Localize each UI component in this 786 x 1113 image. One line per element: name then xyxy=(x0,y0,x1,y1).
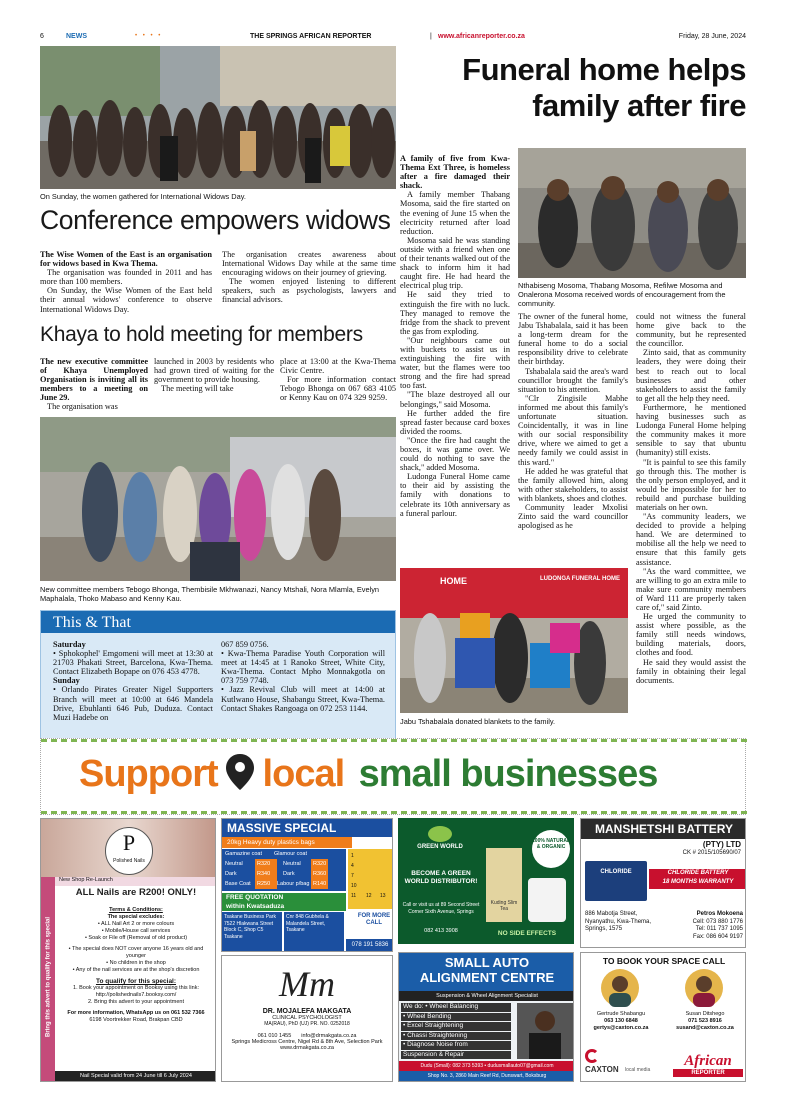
battery-title: MANSHETSHI BATTERY xyxy=(581,819,746,839)
greenworld-badge: 100% NATURAL & ORGANIC xyxy=(532,830,570,868)
khaya-headline: Khaya to hold meeting for members xyxy=(40,323,363,346)
khaya-col-1: The new executive committee of Khaya Unemployed Organisation is inviting all its members to a meeting on June 29. The organisation was xyxy=(40,357,148,412)
alignment-address: Shop No. 3, 2860 Main Reef Rd, Dunswart, Boksburg xyxy=(399,1071,574,1082)
nails-valid: Nail Special valid from 24 June till 6 July 2024 xyxy=(55,1071,216,1081)
local-word: local xyxy=(262,753,345,795)
greenworld-jar xyxy=(528,878,566,922)
massive-price-table: Gamazine coat Glamour coat Neutral R320 Neutral R320 Dark R340 Dark R360 Base Coat R250 Labour p/bag R140 xyxy=(222,849,346,891)
funeral-headline-line-2: family after fire xyxy=(532,88,746,123)
widows-photo xyxy=(40,46,396,189)
page-number: 6 xyxy=(40,33,44,40)
alignment-sub: Suspension & Wheel Alignment Specialist xyxy=(399,991,574,1001)
battery-pty: (PTY) LTD xyxy=(702,840,741,849)
alignment-list: We do: • Wheel Balancing • Wheel Bending • Excel Straightening • Chassi Straightening • Diagnose Noise from Suspension & Repair xyxy=(401,1003,511,1059)
widows-headline: Conference empowers widows xyxy=(40,205,391,235)
nails-logo-p: P xyxy=(122,830,136,855)
alignment-contact[interactable]: Dudu (Small): 082 373 5393 • dudusmallauto07@gmail.com xyxy=(399,1061,574,1071)
paper-name: THE SPRINGS AFRICAN REPORTER xyxy=(250,33,372,40)
this-that-title: This & That xyxy=(53,614,131,631)
alignment-title-1: SMALL AUTO xyxy=(444,955,530,970)
this-that-box xyxy=(40,610,396,750)
caxton-logo: CAXTON local media xyxy=(585,1049,655,1079)
booking-p1-email[interactable]: gertys@caxton.co.za xyxy=(593,1025,649,1031)
blankets-caption: Jabu Tshabalala donated blankets to the family. xyxy=(400,717,556,726)
nails-terms-title: Terms & Conditions: xyxy=(109,907,163,913)
support-local-banner xyxy=(40,738,746,815)
widows-caption: On Sunday, the women gathered for International Widows Day. xyxy=(40,192,246,201)
widows-col-2: The organisation creates awareness about International Widows Day while at the same time encouraging widows on their journey of grieving. The women enjoyed listening to different speakers, such as psychologists, lawyers and financial advisors. xyxy=(222,250,396,305)
massive-phone[interactable]: 078 191 5836 xyxy=(346,939,393,951)
caxton-c-icon xyxy=(585,1049,599,1063)
battery-image: CHLORIDE xyxy=(585,861,647,901)
makgata-logo: Mm xyxy=(279,964,335,1004)
makgata-web[interactable]: www.drmakgata.co.za xyxy=(280,1045,334,1051)
makgata-phone[interactable]: 061 010 1455 xyxy=(257,1033,292,1039)
banner-ludonga-text: LUDONGA FUNERAL HOME xyxy=(540,576,620,582)
battery-ad[interactable]: MANSHETSHI BATTERY (PTY) LTD CK # 2015/105690/07 CHLORIDE CHLORIDE BATTERY 18 MONTHS WARRANTY 886 Mabotja Street, Nyanyathu, Kwa-Thema, Springs, 1575 Petros Mokoena Cell: 073 880 1776 Tel: 011 737 1095 Fax: 086 604 9197 xyxy=(580,818,746,948)
nails-info: For more information, WhatsApp us on 061 532 7366 xyxy=(67,1010,205,1016)
blankets-photo xyxy=(400,568,628,713)
nails-side-text: Bring this advert to qualify for this special xyxy=(45,916,52,1038)
makgata-name: DR. MOJALEFA MAKGATA xyxy=(262,1008,352,1015)
family-photo xyxy=(518,148,746,278)
massive-sub: 20kg Heavy duty plastics bags xyxy=(222,837,352,848)
funeral-headline xyxy=(400,52,746,124)
family-photo-caption: Nthabiseng Mosoma, Thabang Mosoma, Refilwe Mosoma and Onalerona Mosoma received words of encouragement from the community. xyxy=(518,281,726,308)
massive-nums: 1 4 7 10 11 12 13 xyxy=(348,849,392,909)
website-link[interactable]: www.africanreporter.co.za xyxy=(438,33,525,40)
booking-title: TO BOOK YOUR SPACE CALL xyxy=(602,956,726,966)
massive-title: MASSIVE SPECIAL xyxy=(222,819,393,837)
blankets-photo-image xyxy=(400,568,628,713)
khaya-photo-image xyxy=(40,417,396,581)
booking-p1-name: Gertrude Shabangu xyxy=(596,1011,646,1017)
greenworld-bottom: NO SIDE EFFECTS xyxy=(497,930,557,937)
massive-special-ad[interactable] xyxy=(221,818,393,952)
greenworld-brand: GREEN WORLD xyxy=(417,844,463,850)
khaya-photo xyxy=(40,417,396,581)
greenworld-product: Kuding Slim Tea xyxy=(486,848,522,922)
family-photo-image xyxy=(518,148,746,278)
nails-excludes-title: The special excludes: xyxy=(107,914,165,920)
booking-p1-phone[interactable]: 063 130 6848 xyxy=(604,1018,638,1024)
african-reporter-logo: African REPORTER xyxy=(673,1053,743,1079)
funeral-headline-line-1: Funeral home helps xyxy=(462,52,746,87)
battery-contact: Petros Mokoena xyxy=(696,911,743,917)
section-label: NEWS xyxy=(66,33,87,40)
alignment-mechanic-photo xyxy=(517,1003,573,1059)
nails-brand: Polished Nails xyxy=(113,858,145,864)
funeral-col-1: A family of five from Kwa-Thema Ext Three, is homeless after a fire damaged their shack. A family member Thabang Mosoma, said the fire started on the evening of June 15 when the electricity returned after load reduction. Mosoma said he was standing outside with a friend when one of their tenants walked out of the shack to inform him it had caught fire. He had heard the electrical plug trip. He said they tried to extinguish the fire with no luck. They managed to remove the fridge from the shack to prevent the gas from exploding. "Our neighbours came out with buckets to assist us in extinguishing the fire with water, but the flames were too strong and the fire had spread too fast. "The blaze destroyed all our belongings," said Mosoma. He further added the fire spread faster because card boxes divided the rooms. "Once the fire had caught the boxes, it was game over. We could do nothing to save the shack," added Mosoma. Ludonga Funeral Home came to their aid by assisting the family with donations to celebrate its 10th anniversary as a funeral parlour. xyxy=(400,154,510,518)
nails-logo xyxy=(105,827,153,875)
nails-price: ALL Nails are R200! ONLY! xyxy=(75,887,197,898)
page-header: 6 NEWS • • • • THE SPRINGS AFRICAN REPORTER | www.africanreporter.co.za Friday, 28 June, 2024 xyxy=(40,33,746,40)
greenworld-visit: Call or visit us at 89 Second Street Corner Sixth Avenue, Springs xyxy=(402,902,480,915)
greenworld-promo: BECOME A GREEN WORLD DISTRIBUTOR! xyxy=(404,870,478,885)
booking-avatar-1 xyxy=(601,969,639,1007)
greenworld-ad[interactable] xyxy=(398,818,574,944)
widows-col-1: The Wise Women of the East is an organisation for widows based in Kwa Thema. The organisation was founded in 2011 and has more than 100 members. On Sunday, the Wise Women of the East held their annual widows' conference to observe International Widows Day. xyxy=(40,250,212,314)
nails-ad[interactable]: P Polished Nails Bring this advert to qualify for this special New Shop Re-Launch ALL Nails are R200! ONLY! Terms & Conditions: The special excludes: • ALL Nail Art 2 or more colours • Mobile/House call services • Soak or File off (Removal of old product) • The special does NOT cover anyone 16 years old and younger • No children in the shop • Any of the nail services are at the shop's discretion To qualify for this special: 1. Book your appointment on Booksy using this link: http://polishednails7.booksy.com/ 2. Bring this advert to your appointment For more information, WhatsApp us on 061 532 7366 6198 Voortrekker Road, Brakpan CBD Nail Special valid from 24 June till 6 July 2024 xyxy=(40,818,216,1082)
small-businesses-word: small businesses xyxy=(358,753,658,795)
booking-ad[interactable] xyxy=(580,952,746,1082)
makgata-title: CLINICAL PSYCHOLOGIST xyxy=(272,1015,342,1021)
this-that-col-1: Saturday • Sphokophel' Emgomeni will meet at 13:30 at 21703 Phakati Street, Barcelona, Kwa-Thema. Contact Elizabeth Bopape on 076 453 4778. Sunday • Orlando Pirates Greater Nigel Supporters Branch will meet at 10:00 at 646 Mandela Drive, Ebuhlanti 646 Pub, Duduza. Contact Muzi Hadebe on xyxy=(53,640,213,722)
issue-date: Friday, 28 June, 2024 xyxy=(678,33,746,40)
greenworld-phone[interactable]: 082 413 3908 xyxy=(424,928,458,934)
alignment-ad[interactable] xyxy=(398,952,574,1082)
greenworld-leaf-icon xyxy=(428,826,452,842)
booking-p2-name: Susan Ditshego xyxy=(685,1011,725,1017)
massive-addr-1: Tsakane Business Park 7522 Hlakwana Street Block C, Shop C5 Tsakane xyxy=(222,912,282,952)
this-that-col-2: 067 859 0756. • Kwa-Thema Paradise Youth Corporation will meet at 14:45 at 1 Ranoko Street, White City, Kwa-Thema. Contact Mpho Monnakgotla on 073 759 7748. • Jazz Revival Club will meet at 14:00 at Kutlwano House, Shabangu Street, Kwa-Thema. Contact Shakes Rangoaga on 072 253 1144. xyxy=(221,640,385,713)
battery-ck: CK # 2015/105690/07 xyxy=(682,850,741,856)
widows-photo-image xyxy=(40,46,396,189)
khaya-col-2: launched in 2003 by residents who had grown tired of waiting for the government to provide housing. The meeting will take xyxy=(154,357,274,394)
funeral-col-2: The owner of the funeral home, Jabu Tshabalala, said it has been a long-term dream for the funeral home to do a social responsibility drive to celebrate their birthday. Tshabalala said the area's ward councillor brought the family's situation to his attention. "Clr Zingisile Mabhe informed me about this family's unfortunate situation. Coincidentally, it was in line with our social responsibility drive, where we aimed to get a needy family we could assist in this ward." He added he was grateful that the family allowed him, along with other stakeholders, to assist with blankets, shoes and clothes. Community leader Mxolisi Zinto said the ward councillor apologised as he xyxy=(518,312,628,531)
booking-p2-phone[interactable]: 071 523 8916 xyxy=(688,1018,722,1024)
alignment-title-2: ALIGNMENT CENTRE xyxy=(419,970,555,985)
massive-quote: FREE QUOTATION within Kwatsaduza xyxy=(222,893,346,911)
massive-more: FOR MORE CALL xyxy=(357,913,391,926)
khaya-caption: New committee members Tebogo Bhonga, Thembisile Mkhwanazi, Nancy Mtshali, Nora Mlamla, Evelyn Maphalala, Thoko Mabaso and Kenny Kau. xyxy=(40,585,380,603)
location-pin-icon xyxy=(226,754,254,790)
makgata-email[interactable]: info@drmakgata.co.za xyxy=(301,1033,357,1039)
battery-ribbon: CHLORIDE BATTERY 18 MONTHS WARRANTY xyxy=(649,869,746,889)
nails-address: 6198 Voortrekker Road, Brakpan CBD xyxy=(89,1017,183,1023)
khaya-col-3: place at 13:00 at the Kwa-Thema Civic Centre. For more information contact Tebogo Bhonga on 067 683 4105 or Kenny Kau on 074 329 9259. xyxy=(280,357,396,403)
massive-addr-2: Cnr 848 Gubhela & Malandela Street, Tsakane xyxy=(284,912,344,952)
support-word: Support xyxy=(79,753,218,795)
makgata-address: Springs Medicross Centre, Nigel Rd & 8th Ave, Selection Park xyxy=(231,1039,383,1045)
decor-dots: • • • • xyxy=(135,33,163,39)
funeral-col-3: could not witness the funeral home give back to the community, but he represented the councillor. Zinto said, that as community leaders, they were doing their best to reach out to local businesses and other stakeholders to assist the family to get all the help they need. Furthermore, he mentioned having businesses such as Ludonga Funeral Home helping the community makes it more sensible to say that ubuntu (humanity) still exists. "It is painful to see this family go through this. The mother is the only person employed, and it would be impossible for her to rebuild and purchase building materials on her own. "As community leaders, we decided to provide a helping hand. We are determined to mobilise all the help we need to ensure that this family gets assistance. "As the ward committee, we are willing to go an extra mile to make sure community members of Ward 111 are properly taken care of," said Zinto. He urged the community to assist where possible, as the family still needs windows, building materials, doors, clothes and food. He said they would assist the family in obtaining their legal documents. xyxy=(636,312,746,685)
makgata-ad[interactable] xyxy=(221,955,393,1082)
nails-relaunch: New Shop Re-Launch xyxy=(55,877,216,886)
battery-address: 886 Mabotja Street, Nyanyathu, Kwa-Thema, Springs, 1575 xyxy=(585,911,652,932)
makgata-reg: MA(RAU), PhD (UJ) PR. NO. 0252018 xyxy=(264,1021,350,1027)
booking-p2-email[interactable]: susand@caxton.co.za xyxy=(676,1025,734,1031)
booking-avatar-2 xyxy=(685,969,723,1007)
nails-qualify-title: To qualify for this special: xyxy=(95,978,177,985)
banner-home-text: HOME xyxy=(440,576,467,586)
